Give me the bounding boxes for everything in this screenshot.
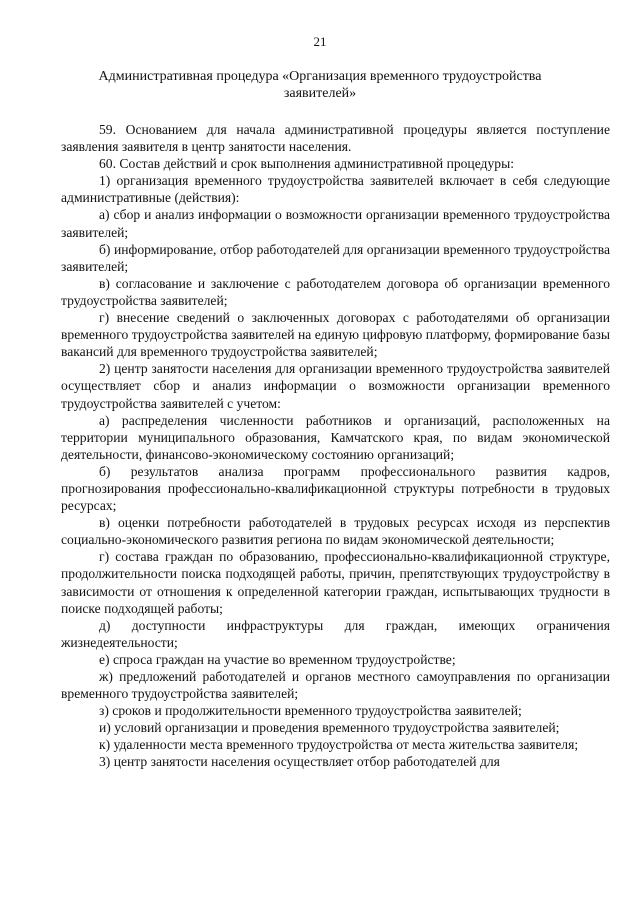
paragraph-item-3: 3) центр занятости населения осуществляет отбор работодателей для xyxy=(99,754,500,770)
paragraph-item-1v: в) согласование и заключение с работодателем договора об организации временного трудоустройства заявителей; xyxy=(61,275,610,308)
paragraph-item-2i: и) условий организации и проведения временного трудоустройства заявителей; xyxy=(99,720,560,736)
paragraph-item-2k: к) удаленности места временного трудоустройства от места жительства заявителя; xyxy=(99,737,579,753)
paragraph-item-2: 2) центр занятости населения для организации временного трудоустройства заявителей осуществляет сбор и анализ информации о возможности организации временного трудоустройства заявителей с учетом: xyxy=(61,361,610,411)
paragraph-item-1b: б) информирование, отбор работодателей для организации временного трудоустройства заявителей; xyxy=(61,241,610,274)
document-body xyxy=(61,121,610,771)
paragraph-item-2zh: ж) предложений работодателей и органов местного самоуправления по организации временного трудоустройства заявителей; xyxy=(61,669,610,702)
paragraph-59: 59. Основанием для начала административной процедуры является поступление заявления заявителя в центр занятости населения. xyxy=(61,122,610,155)
paragraph-item-2z: з) сроков и продолжительности временного трудоустройства заявителей; xyxy=(99,703,522,719)
paragraph-item-1: 1) организация временного трудоустройства заявителей включает в себя следующие административные (действия): xyxy=(61,173,610,206)
paragraph-item-2g: г) состава граждан по образованию, профессионально-квалификационной структуре, продолжительности поиска подходящей работы, причин, препятствующих трудоустройству в зависимости от отношения к определенной категории граждан, испытывающих трудности в поиске подходящей работы; xyxy=(61,549,610,616)
section-title-line: заявителей» xyxy=(283,86,357,101)
page-number: 21 xyxy=(313,34,327,49)
paragraph-60: 60. Состав действий и срок выполнения административной процедуры: xyxy=(99,156,514,172)
paragraph-item-2d: д) доступности инфраструктуры для граждан, имеющих ограничения жизнедеятельности; xyxy=(61,617,610,650)
paragraph-item-1g: г) внесение сведений о заключенных договорах с работодателями об организации временного трудоустройства заявителей на единую цифровую платформу, формирование базы вакансий для временного трудоустройства заявителей; xyxy=(61,310,610,360)
paragraph-item-2a: а) распределения численности работников и организаций, расположенных на территории муниципального образования, Камчатского края, по видам экономической деятельности, финансово-экономическому состоянию организаций; xyxy=(61,412,610,462)
section-title xyxy=(80,68,560,102)
paragraph-item-2b: б) результатов анализа программ профессионального развития кадров, прогнозирования профессионально-квалификационной структуры потребности в трудовых ресурсах; xyxy=(61,463,610,514)
paragraph-item-2v: в) оценки потребности работодателей в трудовых ресурсах исходя из перспектив социально-экономического развития региона по видам экономической деятельности; xyxy=(61,515,610,548)
section-title-line: Административная процедура «Организация временного трудоустройства xyxy=(98,69,542,84)
paragraph-item-2e: е) спроса граждан на участие во временном трудоустройстве; xyxy=(99,651,456,667)
paragraph-item-1a: а) сбор и анализ информации о возможности организации временного трудоустройства заявителей; xyxy=(61,207,610,240)
